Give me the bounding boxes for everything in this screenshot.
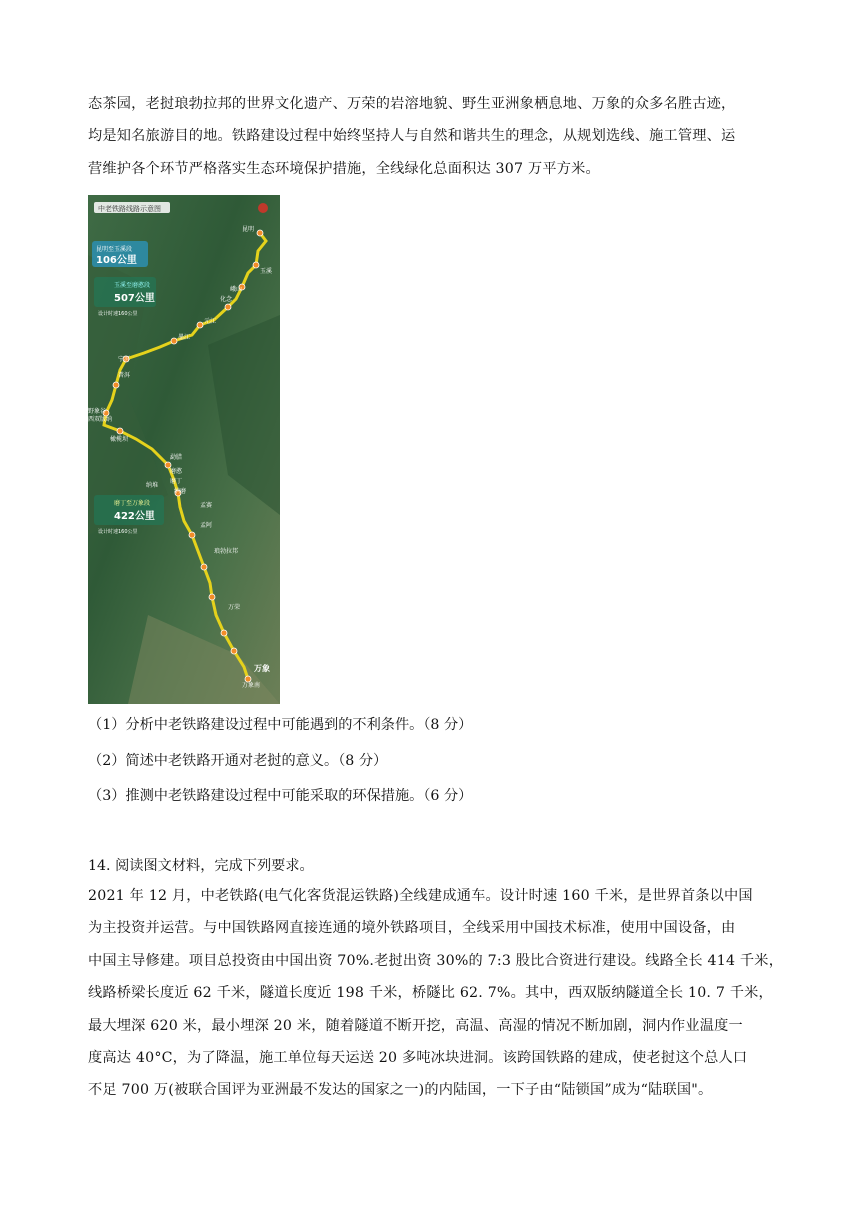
station-label: 化念 (220, 296, 233, 303)
question-2: （2）简述中老铁路开通对老挝的意义。（8 分） (88, 753, 388, 769)
station-label: 琅勃拉邦 (214, 548, 239, 555)
intro-paragraph (88, 88, 776, 185)
segment-spec: 设计时速160公里 (98, 311, 138, 317)
stray-mark: . (622, 88, 623, 92)
station-label: 纳磨 (174, 488, 187, 495)
material-line: 度高达 40°C，为了降温，施工单位每天运送 20 多吨冰块进洞。该跨国铁路的建成，使老挝这个总人口 (88, 1050, 748, 1067)
question-14-material (88, 880, 784, 1107)
station-label: 孟阿 (200, 522, 213, 529)
station-label: 橄榄坝 (110, 436, 129, 443)
question-14-heading: 14. 阅读图文材料，完成下列要求。 (88, 858, 314, 874)
station-label: 野象谷 (88, 408, 107, 415)
station-label: 纳堆 (146, 482, 159, 489)
intro-line: 态茶园，老挝琅勃拉邦的世界文化遗产、万荣的岩溶地貌、野生亚洲象栖息地、万象的众多名胜古迹， (88, 96, 736, 112)
station-label: 勐腊 (170, 454, 183, 461)
station-label: 峨山 (230, 286, 243, 293)
segment-length: 106公里 (96, 255, 137, 266)
segment-length: 507公里 (114, 293, 155, 304)
station-label: 元江 (204, 318, 217, 325)
material-line: 中国主导修建。项目总投资由中国出资 70%.老挝出资 30%的 7:3 股比合资进行建设。线路全长 414 千米， (88, 952, 784, 969)
segment-name: 磨丁至万象段 (114, 500, 151, 507)
map-title: 中老铁路线路示意图 (98, 205, 161, 213)
material-line: 2021 年 12 月，中老铁路(电气化客货混运铁路)全线建成通车。设计时速 160 千米，是世界首条以中国 (88, 888, 753, 904)
intro-line: 营维护各个环节严格落实生态环境保护措施，全线绿化总面积达 307 万平方米。 (88, 160, 600, 177)
intro-line: 均是知名旅游目的地。铁路建设过程中始终坚持人与自然和谐共生的理念，从规划选线、施工管理、运 (88, 128, 736, 145)
station-label: 玉溪 (260, 268, 273, 275)
material-line: 不足 700 万(被联合国评为亚洲最不发达的国家之一)的内陆国，一下子由“陆锁国”成为“陆联国"。 (88, 1082, 713, 1099)
station-label: 普洱 (118, 372, 131, 379)
segment-name: 玉溪至磨憨段 (114, 282, 151, 289)
material-line: 线路桥梁长度近 62 千米，隧道长度近 198 千米，桥隧比 62. 7%。其中，西双版纳隧道全长 10. 7 千米， (88, 985, 773, 1002)
station-label: 墨江 (178, 334, 191, 341)
segment-spec: 设计时速160公里 (98, 529, 138, 535)
station-label: 万荣 (228, 604, 241, 611)
station-label: 西双版纳 (88, 416, 113, 423)
station-label: 磨憨 (170, 468, 183, 475)
station-label: 孟赛 (200, 502, 213, 509)
segment-name: 昆明至玉溪段 (96, 246, 133, 253)
railway-route-map (88, 195, 280, 704)
segment-length: 422公里 (114, 511, 155, 522)
question-1: （1）分析中老铁路建设过程中可能遇到的不利条件。（8 分） (88, 717, 473, 733)
material-line: 为主投资并运营。与中国铁路网直接连通的境外铁路项目，全线采用中国技术标准，使用中国设备，由 (88, 920, 736, 937)
material-line: 最大埋深 620 米，最小埋深 20 米，随着隧道不断开挖，高温、高湿的情况不断加剧，洞内作业温度一 (88, 1017, 743, 1034)
station-label: 万象南 (242, 682, 261, 689)
question-3: （3）推测中老铁路建设过程中可能采取的环保措施。（6 分） (88, 788, 473, 804)
station-label: 万象 (254, 664, 270, 673)
station-label: 宁洱 (118, 356, 131, 363)
station-label: 磨丁 (170, 478, 183, 485)
station-label: 昆明 (242, 226, 255, 233)
